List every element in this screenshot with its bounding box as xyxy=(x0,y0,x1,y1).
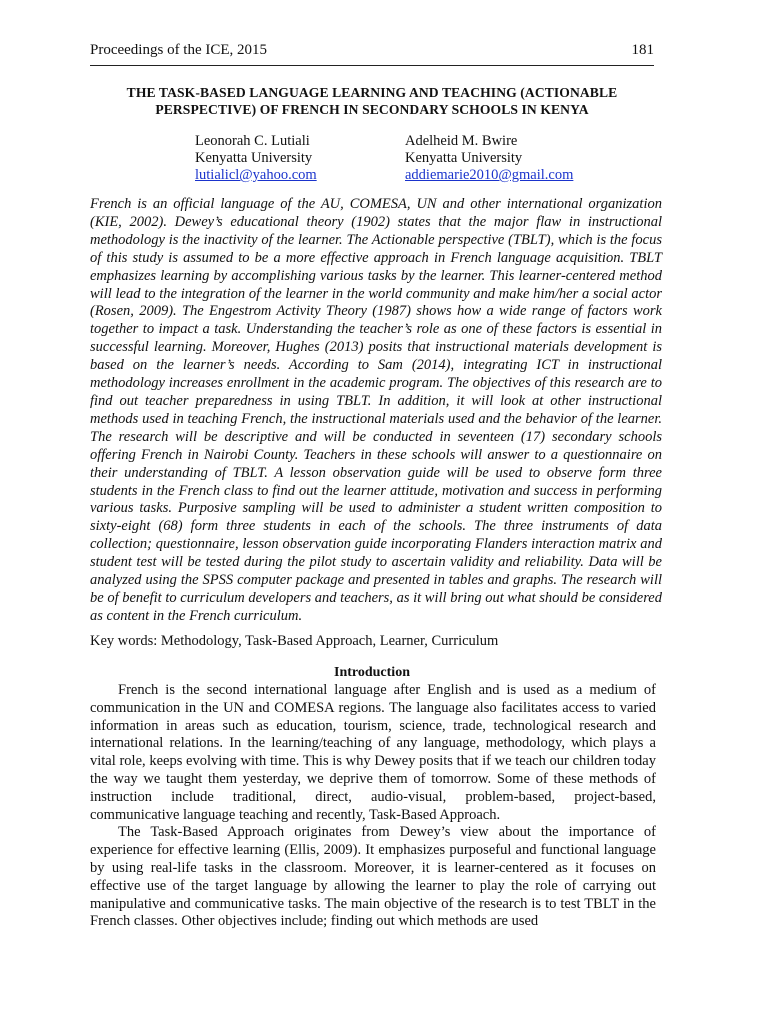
paragraph: The Task-Based Approach originates from Dewey’s view about the importance of experience for effective learning (Ellis, 2009). It emphasizes purposeful and functional language by using real-life tasks in the classroom. Moreover, it is learner-centered as it focuses on effective use of the target language by allowing the learner to play the role of carrying out manipulative and communicative tasks. The main objective of the research is to test TBLT in the French classes. Other objectives include; finding out which methods are used xyxy=(90,824,656,930)
paragraph: French is the second international language after English and is used as a medium of communication in the UN and COMESA regions. The language also facilitates access to varied information in areas such as education, tourism, science, trade, technological research and international relations. In the learning/teaching of any language, methodology, which plays a vital role, keeps evolving with time. This is why Dewey posits that if we teach our children today the way we taught them yesterday, we deprive them of tomorrow. Some of these methods of instruction include traditional, direct, audio-visual, problem-based, project-based, communicative language teaching and recently, Task-Based Approach. xyxy=(90,682,656,823)
proceedings-label: Proceedings of the ICE, 2015 xyxy=(90,42,268,58)
keywords: Key words: Methodology, Task-Based Approach, Learner, Curriculum xyxy=(90,633,499,649)
abstract: French is an official language of the AU, COMESA, UN and other international organization (KIE, 2002). Dewey’s educational theory (1902) states that the major flaw in instructional methodology is the inactivity of the learner. The Actionable perspective (TBLT), which is the focus of this study is assumed to be a more effective approach in French language acquisition. TBLT emphasizes learning by accomplishing various tasks by the learner. This learner-centered method will lead to the integration of the learner in the world community and make him/her a social actor (Rosen, 2009). The Engestrom Activity Theory (1987) shows how a wide range of factors work together to impact a task. Understanding the teacher’s role as one of these factors is essential in successful learning. Moreover, Hughes (2013) posits that instructional materials development is based on the learner’s needs. According to Sam (2014), integrating ICT in instructional methodology increases enrollment in the academic program. The objectives of this research are to find out teacher preparedness in using TBLT. In addition, it will look at other instructional methods used in teaching French, the instructional materials used and the behavior of the learner. The research will be descriptive and will be conducted in seventeen (17) secondary schools offering French in Nairobi County. Teachers in these schools will answer to a questionnaire on their understanding of TBLT. A lesson observation guide will be used to observe form three students in the French class to find out the learner attitude, motivation and success in performing various tasks. Purposive sampling will be used to administer a student written composition to sixty-eight (68) form three students in each of the schools. The three instruments of data collection; questionnaire, lesson observation guide incorporating Flanders interaction matrix and student test will be tested during the pilot study to ascertain validity and reliability. Data will be analyzed using the SPSS computer package and presented in tables and graphs. The research will be of benefit to curriculum developers and teachers, as it will bring out what should be considered as content in the French curriculum. xyxy=(90,196,662,624)
author-name: Adelheid M. Bwire xyxy=(405,133,518,149)
author-affiliation: Kenyatta University xyxy=(195,150,313,166)
author-email-link[interactable]: addiemarie2010@gmail.com xyxy=(405,167,574,183)
running-header xyxy=(90,40,654,60)
author-1 xyxy=(195,133,405,184)
author-name: Leonorah C. Lutiali xyxy=(195,133,310,149)
author-email-link[interactable]: lutialicl@yahoo.com xyxy=(195,167,317,183)
author-affiliation: Kenyatta University xyxy=(405,150,523,166)
introduction-body xyxy=(90,682,656,931)
author-block xyxy=(195,133,615,184)
page-number: 181 xyxy=(631,42,654,58)
header-divider xyxy=(90,65,654,66)
paper-title: THE TASK-BASED LANGUAGE LEARNING AND TEACHING (ACTIONABLE PERSPECTIVE) OF FRENCH IN SECONDARY SCHOOLS IN KENYA xyxy=(126,85,618,117)
section-heading-introduction: Introduction xyxy=(334,665,410,680)
author-2 xyxy=(405,133,615,184)
